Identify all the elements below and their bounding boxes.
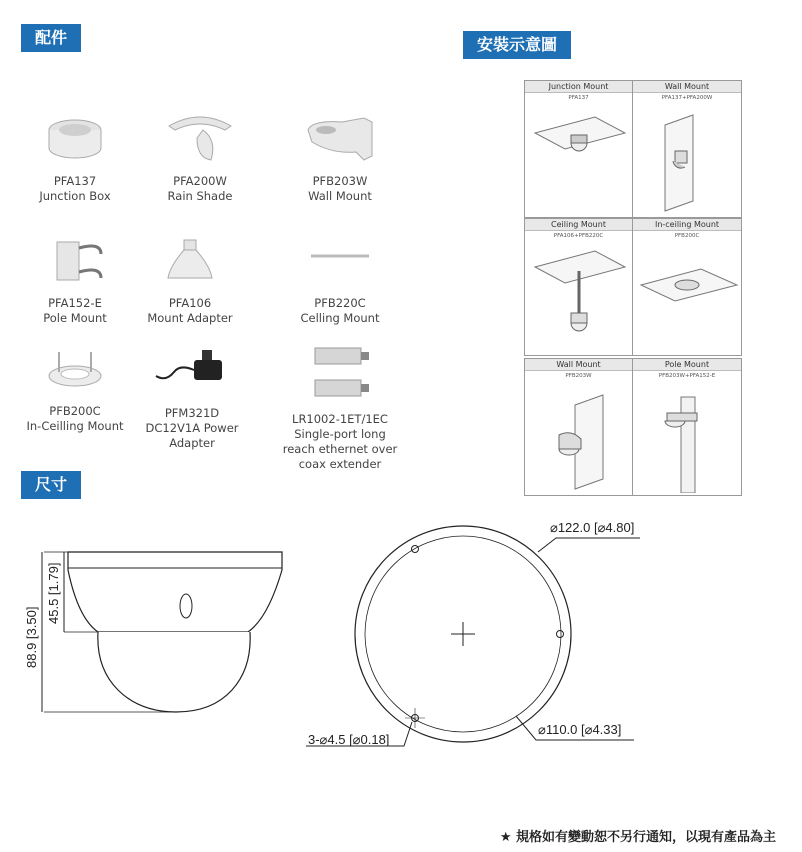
wall-mount-image [302,112,378,164]
accessory-desc: Single-port long reach ethernet over coax extender [282,427,398,471]
install-tag: 安裝示意圖 [463,31,571,59]
install-subtitle: PFB203W [565,373,592,379]
accessory-pfa106 [140,236,240,326]
accessory-model: PFM321D [164,406,220,420]
accessory-model: LR1002-1ET/1EC [292,412,388,426]
accessory-pfa137 [30,112,120,204]
mount-adapter-image [162,236,218,286]
height-total-label: 88.9 [3.50] [24,606,39,668]
install-illustration [525,105,741,215]
outer-diameter-label: ⌀122.0 [⌀4.80] [550,520,635,535]
accessory-pfa152e [30,236,120,326]
dimension-drawing [0,500,802,790]
install-title: Wall Mount [525,359,633,371]
accessory-desc: Wall Mount [308,189,372,203]
pole-mount-image [43,236,107,286]
accessory-desc: Celling Mount [300,311,380,325]
accessory-model: PFB200C [49,404,101,418]
rain-shade-image [165,112,235,164]
install-subtitle: PFB203W+PFA152-E [658,373,716,379]
accessory-pfb203w [290,112,390,204]
accessory-model: PFB220C [314,296,366,310]
accessory-model: PFA200W [173,174,227,188]
ceiling-mount-image [305,236,375,286]
accessory-model: PFB203W [312,174,368,188]
dimensions-tag: 尺寸 [21,471,81,499]
accessories-tag: 配件 [21,24,81,52]
holes-label: 3-⌀4.5 [⌀0.18] [308,732,390,747]
accessory-pfb220c [290,236,390,326]
accessory-desc: DC12V1A Power Adapter [145,421,239,450]
install-illustration [525,383,741,493]
in-ceiling-mount-image [45,346,105,394]
height-top-label: 45.5 [1.79] [46,562,61,624]
install-title: Junction Mount [525,81,633,93]
install-subtitle: PFA106+PFB220C [553,233,604,239]
install-subtitle: PFB200C [674,233,700,239]
accessory-desc: Junction Box [39,189,111,203]
disclaimer-note: ★ 規格如有變動恕不另行通知，以現有產品為主 [499,830,776,845]
accessory-model: PFA106 [168,296,212,310]
accessory-desc: Pole Mount [43,311,107,325]
accessory-pfb200c [20,346,130,434]
install-title: Pole Mount [633,359,741,371]
install-title: In-ceiling Mount [633,219,741,231]
camera-top-view [355,526,571,742]
install-panel-middle [524,218,742,356]
install-subtitle: PFA137 [568,95,589,101]
accessory-desc: Mount Adapter [147,311,233,325]
install-panel-bottom [524,358,742,496]
accessory-pfm321d [140,346,244,451]
accessory-lr1002 [282,344,398,472]
accessory-model: PFA137 [53,174,97,188]
accessory-pfa200w [150,112,250,204]
install-illustration [525,243,741,353]
install-title: Ceiling Mount [525,219,633,231]
ethernet-extender-image [305,344,375,402]
install-title: Wall Mount [633,81,741,93]
accessory-desc: Rain Shade [167,189,233,203]
junction-box-image [47,112,103,164]
install-subtitle: PFA137+PFA200W [661,95,713,101]
accessory-model: PFA152-E [48,296,102,310]
install-panel-top [524,80,742,218]
inner-diameter-label: ⌀110.0 [⌀4.33] [538,722,622,737]
accessory-desc: In-Ceilling Mount [26,419,124,433]
camera-side-view [68,552,282,712]
power-adapter-image [152,346,232,396]
